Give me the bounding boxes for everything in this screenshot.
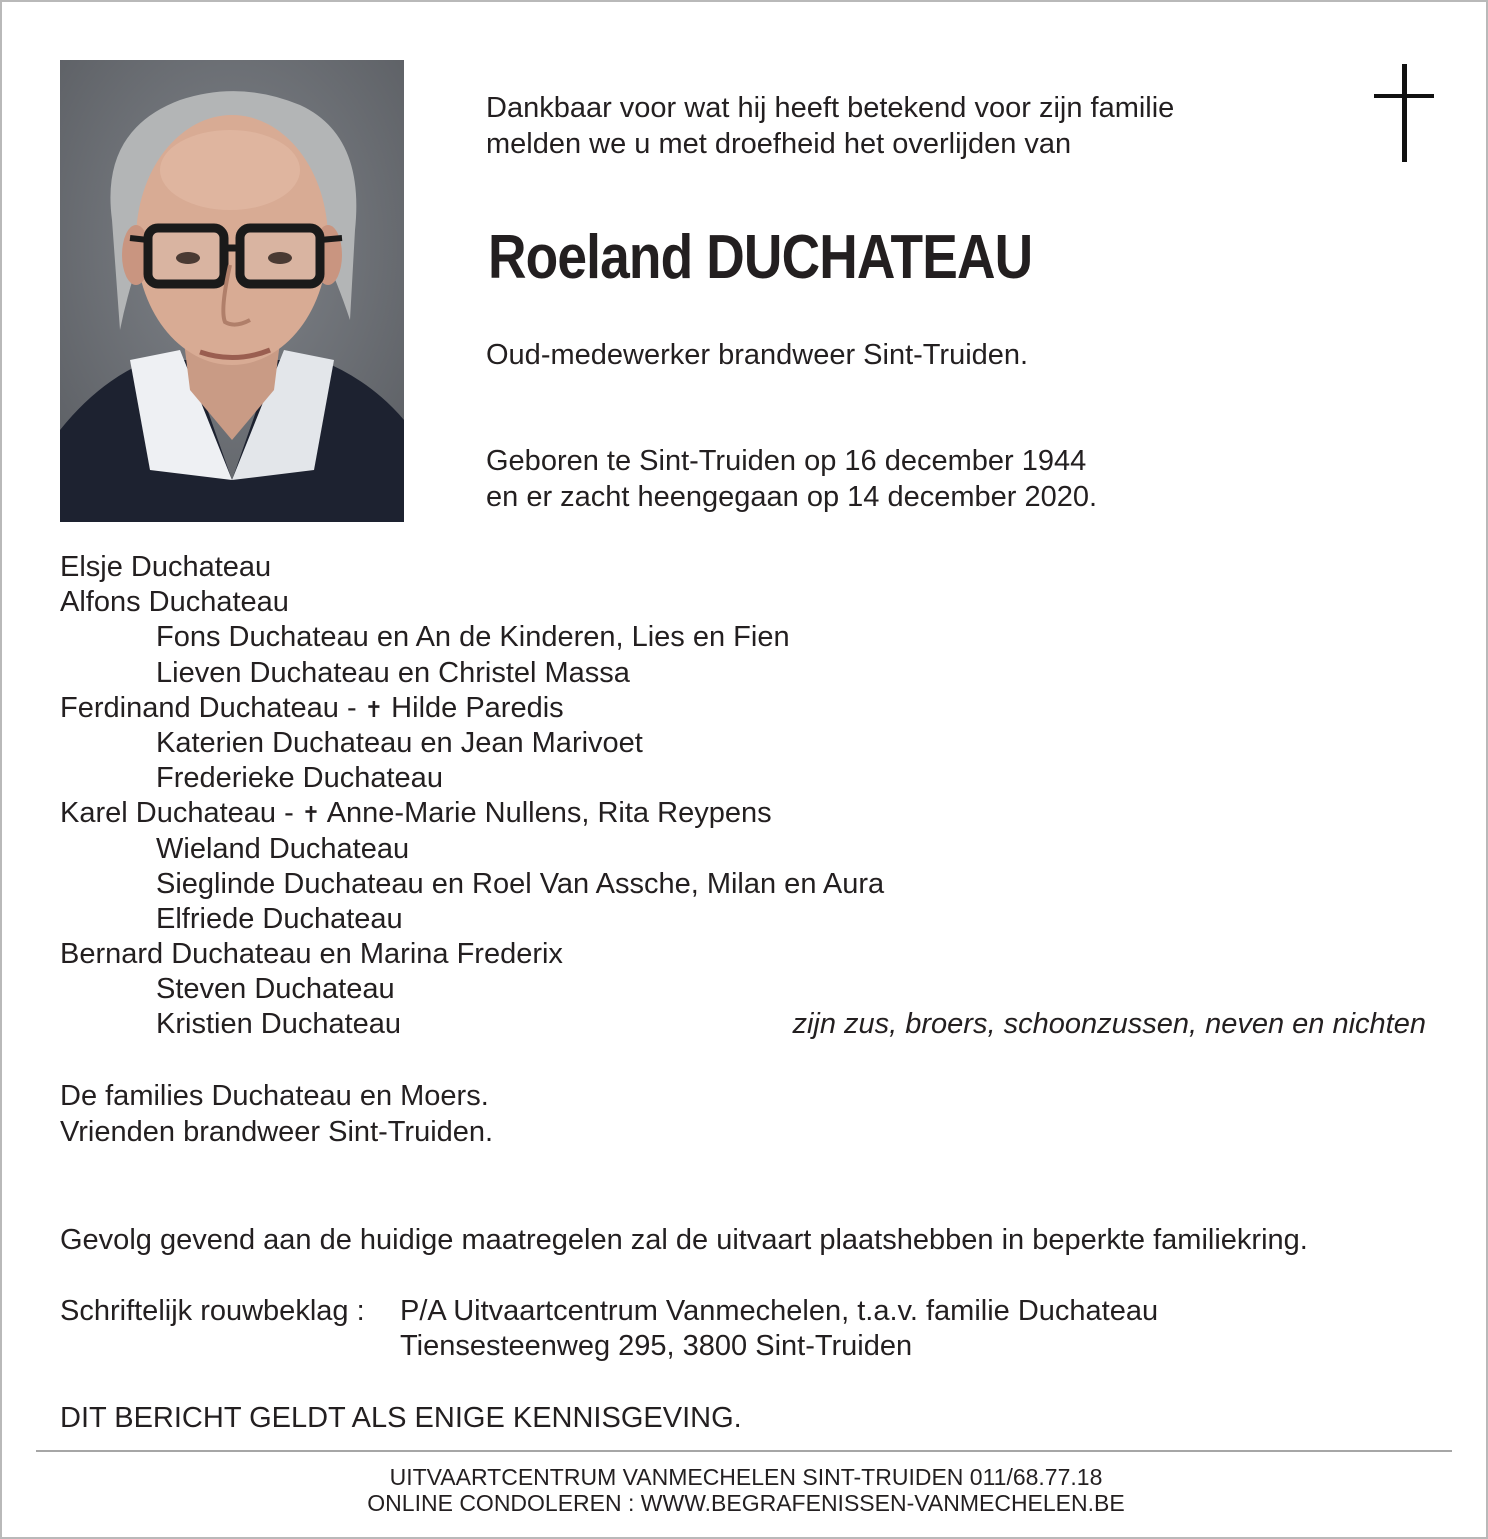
life-dates bbox=[486, 443, 1097, 515]
deceased-name: Roeland DUCHATEAU bbox=[488, 223, 1033, 292]
cross-icon bbox=[1374, 64, 1434, 162]
family-member: Bernard Duchateau en Marina Frederix bbox=[60, 938, 563, 971]
family-member: Lieven Duchateau en Christel Massa bbox=[156, 656, 630, 689]
family-member-partner: Anne-Marie Nullens, Rita Reypens bbox=[320, 797, 772, 830]
portrait-photo bbox=[60, 60, 404, 522]
family-member: Elsje Duchateau bbox=[60, 551, 272, 583]
intro-text bbox=[486, 90, 1174, 162]
footer-divider bbox=[36, 1450, 1452, 1452]
family-row bbox=[60, 761, 1430, 796]
intro-line-2: melden we u met droefheid het overlijden van bbox=[486, 128, 1072, 160]
family-member: Kristien Duchateau bbox=[156, 1008, 402, 1041]
condolence-label: Schriftelijk rouwbeklag : bbox=[60, 1295, 365, 1327]
footer-line-2: ONLINE CONDOLEREN : WWW.BEGRAFENISSEN-VANMECHELEN.BE bbox=[367, 1490, 1125, 1516]
family-row bbox=[60, 585, 1430, 620]
family-row bbox=[60, 796, 1430, 831]
family-row bbox=[60, 867, 1430, 902]
family-row bbox=[60, 691, 1430, 726]
family-member-partner: Hilde Paredis bbox=[383, 691, 564, 724]
family-row bbox=[60, 550, 1430, 585]
family-member: Wieland Duchateau bbox=[156, 832, 410, 865]
other-mourners bbox=[60, 1078, 493, 1150]
portrait-illustration bbox=[60, 60, 404, 522]
family-member: Alfons Duchateau bbox=[60, 586, 289, 619]
funeral-note: Gevolg gevend aan de huidige maatregelen zal de uitvaart plaatshebben in beperkte familiekring. bbox=[60, 1224, 1308, 1256]
family-member: Elfriede Duchateau bbox=[156, 902, 403, 935]
intro-line-1: Dankbaar voor wat hij heeft betekend voor zijn familie bbox=[486, 92, 1175, 124]
family-row bbox=[60, 1007, 1430, 1042]
families-line: De families Duchateau en Moers. bbox=[60, 1080, 489, 1112]
address-line-1: P/A Uitvaartcentrum Vanmechelen, t.a.v. familie Duchateau bbox=[400, 1295, 1159, 1327]
condolence-address bbox=[60, 1294, 1158, 1364]
family-member: Steven Duchateau bbox=[156, 973, 395, 1006]
family-row bbox=[60, 832, 1430, 867]
footer-line-1: UITVAARTCENTRUM VANMECHELEN SINT-TRUIDEN 011/68.77.18 bbox=[389, 1464, 1103, 1490]
family-member: Karel Duchateau - bbox=[60, 797, 302, 830]
family-row bbox=[60, 656, 1430, 691]
family-row bbox=[60, 937, 1430, 972]
deceased-cross-icon: ✝ bbox=[301, 802, 321, 828]
address-line-2: Tiensesteenweg 295, 3800 Sint-Truiden bbox=[400, 1330, 913, 1362]
family-row bbox=[60, 726, 1430, 761]
friends-line: Vrienden brandweer Sint-Truiden. bbox=[60, 1116, 494, 1148]
notice-text: DIT BERICHT GELDT ALS ENIGE KENNISGEVING. bbox=[60, 1402, 742, 1434]
deceased-cross-icon: ✝ bbox=[364, 696, 384, 722]
family-member: Frederieke Duchateau bbox=[156, 762, 443, 795]
family-member: Katerien Duchateau en Jean Marivoet bbox=[156, 726, 643, 759]
death-line: en er zacht heengegaan op 14 december 2020. bbox=[486, 481, 1098, 513]
family-member: Fons Duchateau en An de Kinderen, Lies en Fien bbox=[156, 621, 790, 654]
family-row bbox=[60, 972, 1430, 1007]
deceased-occupation: Oud-medewerker brandweer Sint-Truiden. bbox=[486, 339, 1029, 371]
family-row bbox=[60, 620, 1430, 655]
family-list bbox=[60, 550, 1430, 1043]
birth-line: Geboren te Sint-Truiden op 16 december 1944 bbox=[486, 445, 1087, 477]
footer bbox=[2, 1464, 1488, 1516]
family-row bbox=[60, 902, 1430, 937]
family-member: Sieglinde Duchateau en Roel Van Assche, Milan en Aura bbox=[156, 867, 885, 900]
relation-caption: zijn zus, broers, schoonzussen, neven en nichten bbox=[792, 1008, 1426, 1041]
family-member: Ferdinand Duchateau - bbox=[60, 691, 365, 724]
